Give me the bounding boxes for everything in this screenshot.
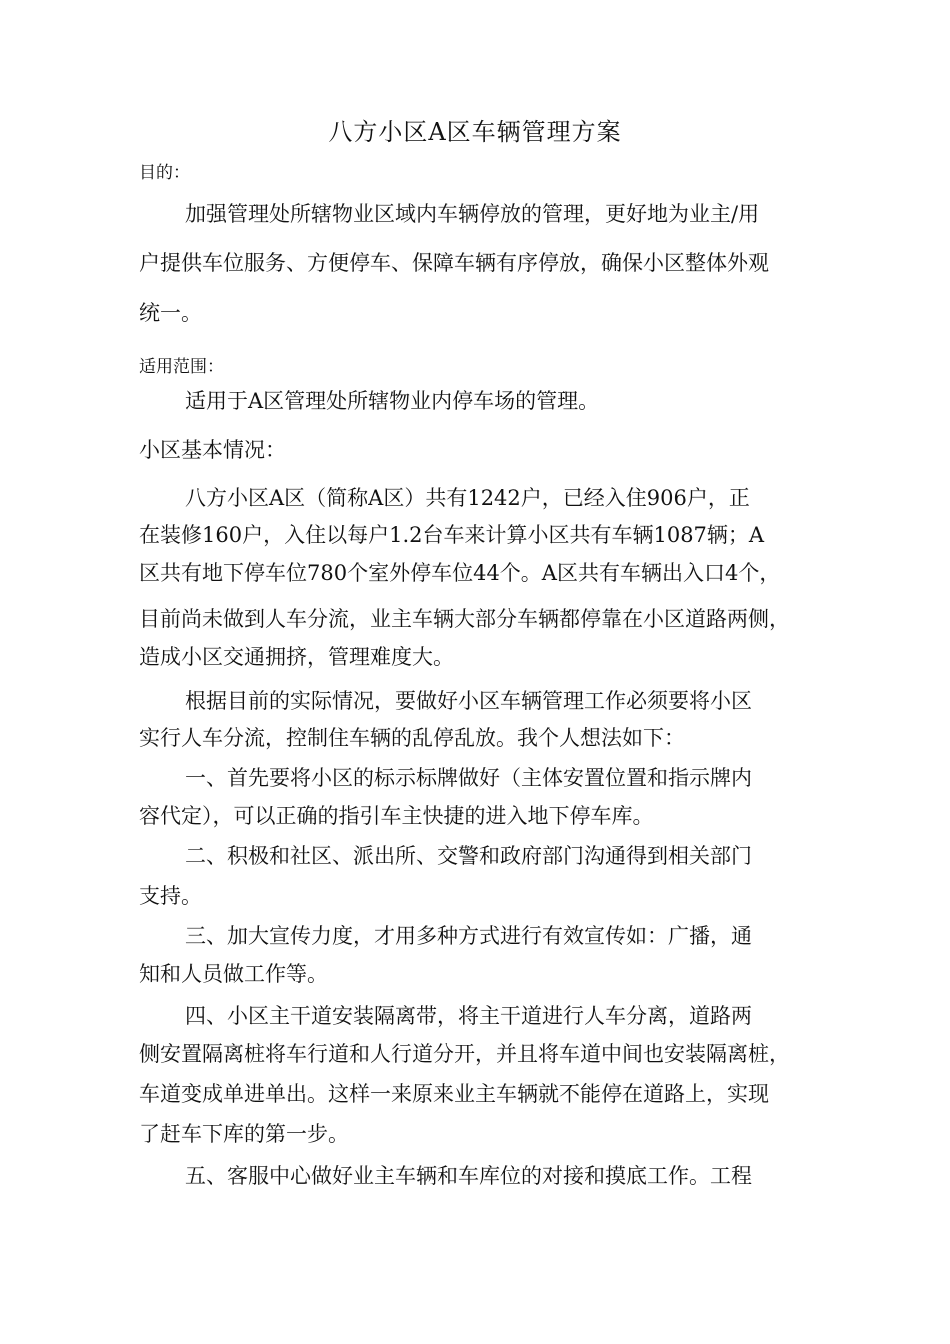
item-2-line: 二、积极和社区、派出所、交警和政府部门沟通得到相关部门	[185, 844, 752, 868]
item-3-line: 知和人员做工作等。	[139, 962, 328, 986]
purpose-line: 统一。	[139, 301, 202, 325]
basic-para2-line: 实行人车分流，控制住车辆的乱停乱放。我个人想法如下：	[139, 726, 685, 750]
item-4-line: 了赶车下库的第一步。	[139, 1122, 349, 1146]
basic-para2-line: 根据目前的实际情况，要做好小区车辆管理工作必须要将小区	[185, 689, 752, 713]
item-4-line: 侧安置隔离桩将车行道和人行道分开，并且将车道中间也安装隔离桩，	[139, 1042, 790, 1066]
purpose-line: 户提供车位服务、方便停车、保障车辆有序停放，确保小区整体外观	[139, 251, 769, 275]
item-3-line: 三、加大宣传力度，才用多种方式进行有效宣传如：广播，通	[185, 924, 752, 948]
item-2-line: 支持。	[139, 884, 202, 908]
basic-para1-line: 区共有地下停车位780个室外停车位44个。A区共有车辆出入口4个，	[139, 561, 781, 585]
basic-para1-line: 八方小区A区（简称A区）共有1242户，已经入住906户，正	[185, 486, 750, 510]
item-1-line: 一、首先要将小区的标示标牌做好（主体安置位置和指示牌内	[185, 766, 752, 790]
basic-heading: 小区基本情况：	[139, 438, 286, 462]
item-4-line: 车道变成单进单出。这样一来原来业主车辆就不能停在道路上，实现	[139, 1082, 769, 1106]
item-4-line: 四、小区主干道安装隔离带，将主干道进行人车分离，道路两	[185, 1004, 752, 1028]
basic-para1-line: 在装修160户，入住以每户1.2台车来计算小区共有车辆1087辆；A	[139, 523, 765, 547]
basic-para1-line: 目前尚未做到人车分流，业主车辆大部分车辆都停靠在小区道路两侧，	[139, 607, 790, 631]
document-title: 八方小区A区车辆管理方案	[328, 118, 622, 146]
item-1-line: 容代定），可以正确的指引车主快捷的进入地下停车库。	[139, 804, 654, 828]
basic-para1-line: 造成小区交通拥挤，管理难度大。	[139, 645, 454, 669]
purpose-heading: 目的：	[139, 163, 190, 183]
scope-text: 适用于A区管理处所辖物业内停车场的管理。	[185, 389, 600, 413]
item-5-line: 五、客服中心做好业主车辆和车库位的对接和摸底工作。工程	[185, 1164, 752, 1188]
purpose-line: 加强管理处所辖物业区域内车辆停放的管理，更好地为业主/用	[185, 202, 760, 226]
scope-heading: 适用范围：	[139, 357, 224, 377]
